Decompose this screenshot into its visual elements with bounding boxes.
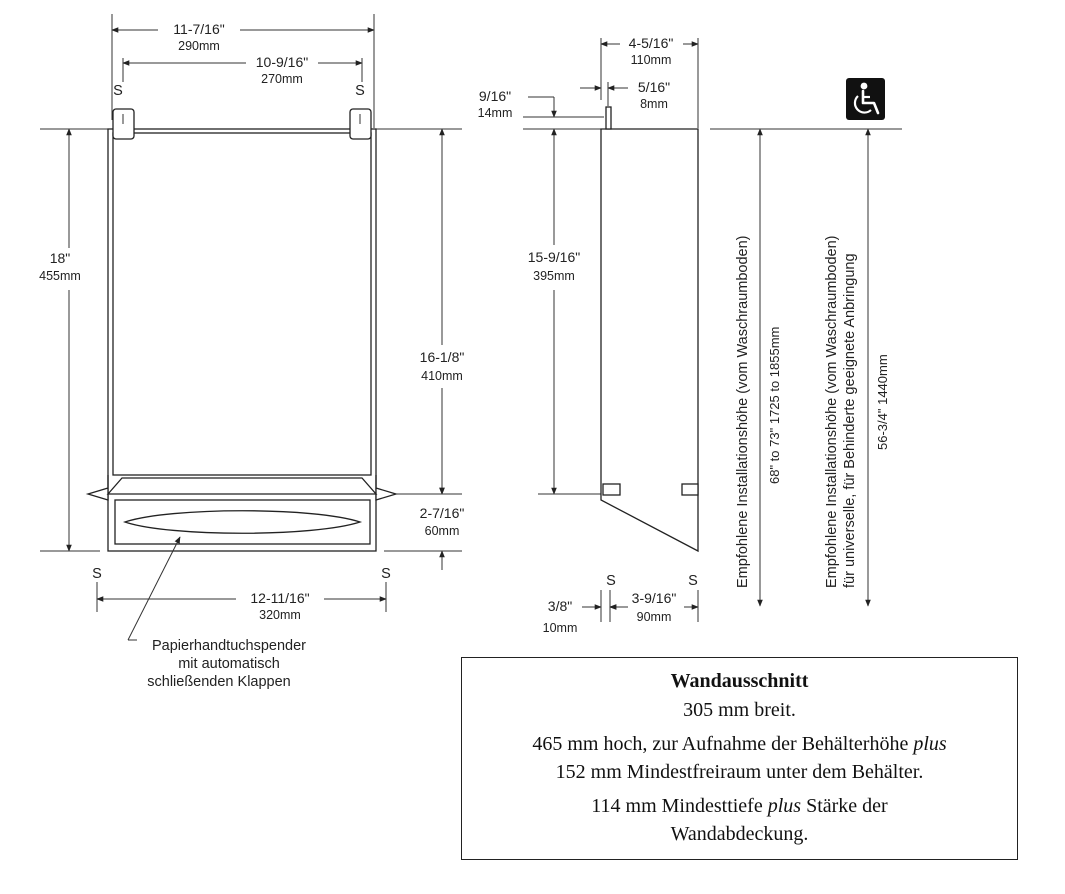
install-heights [710, 78, 902, 606]
dim-width-inner-in: 10-9/16" [255, 54, 309, 70]
callout-line-3: schließenden Klappen [147, 674, 291, 690]
wall-cutout-box [461, 657, 1018, 860]
flange-right [376, 475, 396, 500]
cutout-line-1: 305 mm breit. [683, 699, 796, 721]
screw-mark: S [381, 566, 391, 582]
dim-width-outer-in: 11-7/16" [173, 21, 225, 37]
dim-top-mm: 14mm [477, 106, 513, 120]
side-view [478, 35, 698, 635]
screw-mark: S [92, 566, 102, 582]
cutout-line-5: Wandabdeckung. [670, 823, 809, 845]
screw-mark: S [355, 83, 365, 99]
screw-mark: S [688, 573, 698, 589]
cabinet-panel [113, 133, 371, 475]
side-bracket-left [603, 484, 620, 495]
dim-bottom-width-in: 12-11/16" [250, 590, 310, 606]
dim-bottom-left-in: 3/8" [547, 598, 573, 614]
dim-bottom-width-mm: 320mm [259, 608, 301, 622]
dim-top-in: 9/16" [478, 88, 512, 104]
wheelchair-icon [846, 78, 885, 120]
dim-bottom-right-mm: 90mm [636, 610, 672, 624]
cutout-line-3: 152 mm Mindestfreiraum unter dem Behälter. [555, 761, 924, 783]
ada-label-1: Empfohlene Installationshöhe (vom Waschraumboden) [824, 235, 840, 588]
flange-left [88, 475, 108, 500]
dim-upper-in: 16-1/8" [419, 349, 465, 365]
dim-width-inner-mm: 270mm [261, 72, 303, 86]
ada-value: 56-3/4" 1440mm [875, 354, 890, 450]
callout-line-2: mit automatisch [178, 656, 280, 672]
install-label: Empfohlene Installationshöhe (vom Waschraumboden) [735, 235, 751, 588]
dim-depth-mm: 110mm [630, 53, 672, 67]
dim-bottom-right-in: 3-9/16" [631, 590, 677, 606]
dim-upper-mm: 410mm [421, 369, 463, 383]
dim-depth-in: 4-5/16" [628, 35, 674, 51]
dim-body-mm: 395mm [533, 269, 575, 283]
dim-flange-in: 5/16" [637, 79, 671, 95]
cutout-line-4: 114 mm Mindesttiefe plus Stärke der [591, 795, 888, 817]
screw-mark: S [113, 83, 123, 99]
front-view [39, 14, 464, 690]
cutout-line-2: 465 mm hoch, zur Aufnahme der Behälterhöhe plus [532, 733, 947, 755]
dim-width-outer-mm: 290mm [178, 39, 220, 53]
side-flange [606, 107, 611, 129]
ada-label-2: für universelle, für Behinderte geeignete Anbringung [842, 253, 858, 588]
dim-lower-in: 2-7/16" [419, 505, 465, 521]
dim-bottom-left-mm: 10mm [542, 621, 578, 635]
dim-body-in: 15-9/16" [527, 249, 581, 265]
dim-lower-mm: 60mm [424, 524, 460, 538]
bottom-lip [108, 478, 376, 494]
dim-flange-mm: 8mm [640, 97, 668, 111]
dim-height-in: 18" [49, 250, 71, 266]
dim-height-mm: 455mm [39, 269, 81, 283]
install-value: 68" to 73" 1725 to 1855mm [767, 326, 782, 484]
screw-mark: S [606, 573, 616, 589]
side-bracket-right [682, 484, 698, 495]
cutout-title: Wandausschnitt [670, 670, 809, 692]
callout-line-1: Papierhandtuchspender [152, 638, 306, 654]
